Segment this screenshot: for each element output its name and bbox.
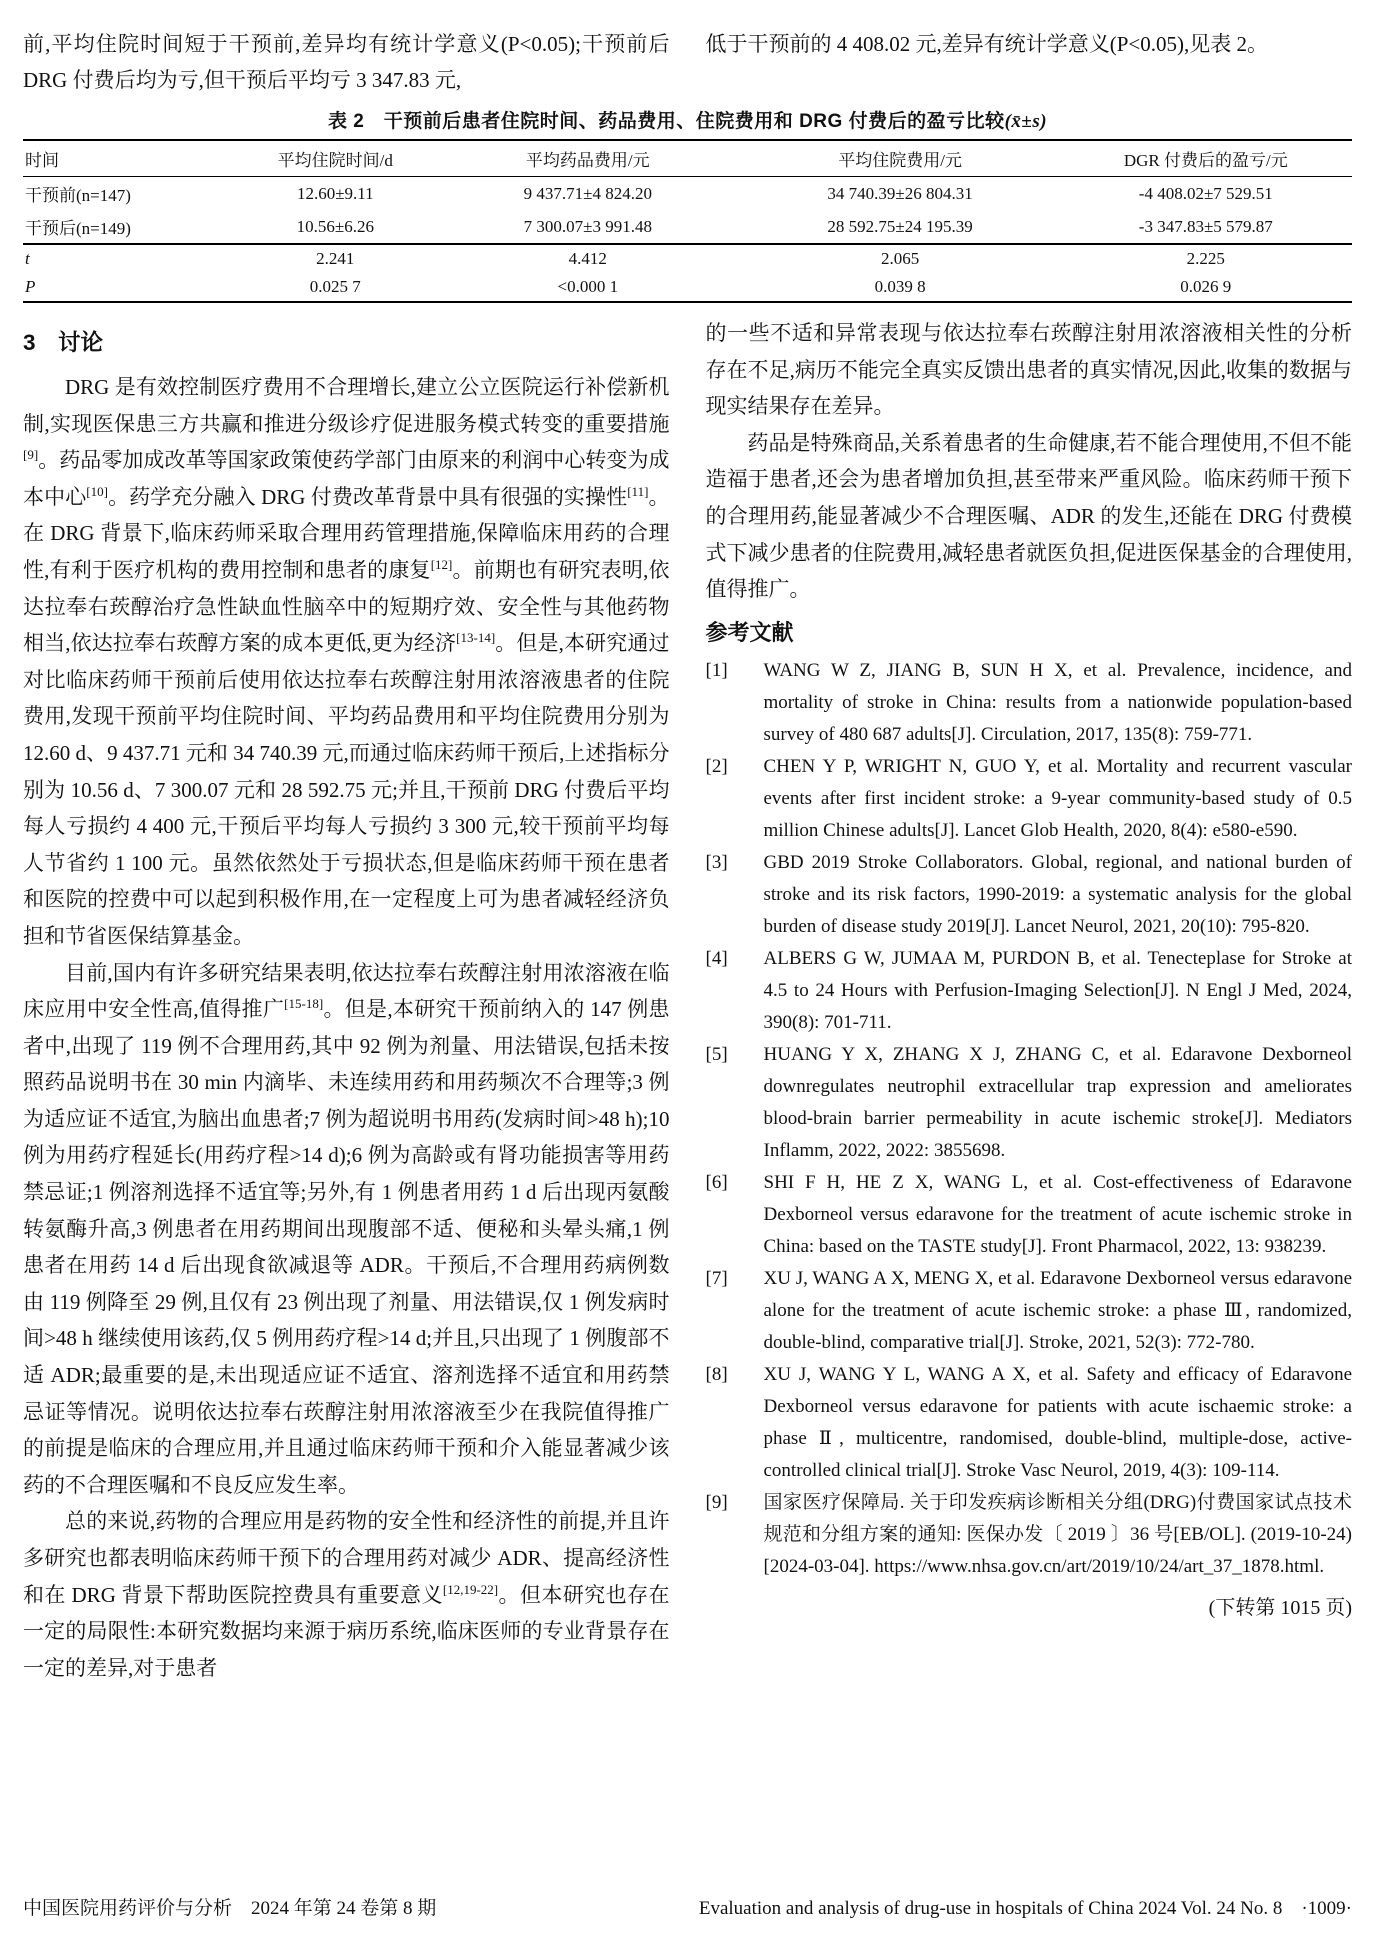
table2-body (23, 177, 1352, 303)
main-columns (23, 315, 1352, 1686)
reference-number: [1] (705, 659, 728, 681)
footer-journal-name-en: Evaluation and analysis of drug-use in hospitals of China 2024 Vol. 24 No. 8 ·1009· (698, 1898, 1352, 1919)
reference-text: XU J, WANG Y L, WANG A X, et al. Safety and efficacy of Edaravone Dexborneol versus edaravone for patients with acute ischaemic stroke: a phase Ⅱ, multicentre, randomised, double-blind, multiple-dose, active-controlled clinical trial[J]. Stroke Vasc Neurol, 2019, 4(3): 109-114. (763, 1363, 1352, 1481)
col-header-drg-balance: DGR 付费后的盈亏/元 (1060, 140, 1352, 177)
table-cell: 4.412 (435, 244, 741, 273)
reference-text: CHEN Y P, WRIGHT N, GUO Y, et al. Mortality and recurrent vascular events after first incident stroke: a 9-year community-based study of 0.5 million Chinese adults[J]. Lancet Glob Health, 2020, 8(4): e580-e590. (763, 755, 1352, 841)
body-paragraph: 的一些不适和异常表现与依达拉奉右莰醇注射用浓溶液相关性的分析存在不足,病历不能完全真实反馈出患者的真实情况,因此,收集的数据与现实结果存在差异。 (705, 321, 1352, 419)
reference-number: [5] (705, 1043, 728, 1065)
table-cell: t (23, 244, 236, 273)
reference-number: [4] (705, 947, 728, 969)
reference-item (706, 655, 1353, 751)
reference-number: [8] (705, 1363, 728, 1385)
table-cell: 0.039 8 (874, 277, 926, 296)
table-row (23, 210, 1352, 244)
table-row (23, 177, 1352, 211)
reference-item (706, 1359, 1353, 1487)
footer-journal-name-cn: 中国医院用药评价与分析 2024 年第 24 卷第 8 期 (23, 1898, 437, 1919)
discussion-left-paragraphs (23, 369, 670, 1686)
reference-item (706, 1263, 1353, 1359)
table-cell: 10.56±6.26 (296, 216, 374, 236)
col-header-avg-stay: 平均住院时间/d (236, 140, 435, 177)
table-cell: 2.225 (1060, 244, 1352, 273)
reference-number: [3] (705, 851, 728, 873)
intro-left-column: 前,平均住院时间短于干预前,差异均有统计学意义(P<0.05);干预前后 DRG 付费后均为亏,但干预后平均亏 3 347.83 元, (23, 32, 670, 92)
right-column (706, 315, 1353, 1686)
table2-title-suffix: (x̄±s) (1004, 111, 1048, 132)
table-cell: 干预后(n=149) (25, 219, 131, 238)
reference-text: HUANG Y X, ZHANG X J, ZHANG C, et al. Edaravone Dexborneol downregulates neutrophil extracellular trap expression and ameliorates blood-brain barrier permeability in acute ischemic stroke[J]. Mediators Inflamm, 2022, 2022: 3855698. (763, 1043, 1352, 1161)
reference-text: WANG W Z, JIANG B, SUN H X, et al. Prevalence, incidence, and mortality of stroke in China: results from a nationwide population-based survey of 480 687 adults[J]. Circulation, 2017, 135(8): 759-771. (763, 659, 1352, 745)
page-footer (23, 1893, 1352, 1920)
continuation-note: (下转第 1015 页) (1208, 1596, 1352, 1619)
table-row (23, 244, 1352, 273)
table-cell: 34 740.39±26 804.31 (827, 183, 973, 203)
col-header-avg-hosp-cost: 平均住院费用/元 (741, 140, 1060, 177)
reference-number: [7] (705, 1267, 728, 1289)
reference-text: SHI F H, HE Z X, WANG L, et al. Cost-effectiveness of Edaravone Dexborneol versus edaravone for the treatment of acute ischemic stroke in China: based on the TASTE study[J]. Front Pharmacol, 2022, 13: 938239. (763, 1171, 1352, 1257)
references-heading: 参考文献 (705, 619, 794, 645)
reference-item (706, 751, 1353, 847)
col-header-time: 时间 (23, 140, 236, 177)
table-cell: -4 408.02±7 529.51 (1138, 183, 1273, 203)
reference-number: [6] (705, 1171, 728, 1193)
body-paragraph: 总的来说,药物的合理应用是药物的安全性和经济性的前提,并且许多研究也都表明临床药师干预下的合理用药对减少 ADR、提高经济性和在 DRG 背景下帮助医院控费具有重要意义[12,19-22]。但本研究也存在一定的局限性:本研究数据均来源于病历系统,临床医师的专业背景存在一定的差异,对于患者 (23, 1509, 670, 1680)
reference-text: ALBERS G W, JUMAA M, PURDON B, et al. Tenecteplase for Stroke at 4.5 to 24 Hours with Perfusion-Imaging Selection[J]. N Engl J Med, 2024, 390(8): 701-711. (763, 947, 1352, 1033)
reference-item (706, 1167, 1353, 1263)
table-cell: 28 592.75±24 195.39 (827, 216, 973, 236)
table-cell: <0.000 1 (557, 277, 619, 296)
reference-item (706, 847, 1353, 943)
discussion-right-paragraphs (706, 315, 1353, 608)
reference-number: [9] (705, 1491, 728, 1513)
reference-text: XU J, WANG A X, MENG X, et al. Edaravone Dexborneol versus edaravone alone for the treatment of acute ischemic stroke: a phase Ⅲ, randomized, double-blind, comparative trial[J]. Stroke, 2021, 52(3): 772-780. (763, 1267, 1352, 1353)
reference-text: 国家医疗保障局. 关于印发疾病诊断相关分组(DRG)付费国家试点技术规范和分组方案的通知: 医保办发〔 2019 〕36 号[EB/OL]. (2019-10-24)[2024-03-04]. https://www.nhsa.gov.cn/art/2019/10/24/art_37_1878.html. (763, 1491, 1352, 1577)
discussion-heading: 3 讨论 (23, 330, 104, 355)
table2 (23, 139, 1352, 303)
references-list (706, 655, 1353, 1583)
body-paragraph: DRG 是有效控制医疗费用不合理增长,建立公立医院运行补偿新机制,实现医保患三方共赢和推进分级诊疗促进服务模式转变的重要措施[9]。药品零加成改革等国家政策使药学部门由原来的利润中心转变为成本中心[10]。药学充分融入 DRG 付费改革背景中具有很强的实操性[11]。在 DRG 背景下,临床药师采取合理用药管理措施,保障临床用药的合理性,有利于医疗机构的费用控制和患者的康复[12]。前期也有研究表明,依达拉奉右莰醇治疗急性缺血性脑卒中的短期疗效、安全性与其他药物相当,依达拉奉右莰醇方案的成本更低,更为经济[13-14]。但是,本研究通过对比临床药师干预前后使用依达拉奉右莰醇注射用浓溶液患者的住院费用,发现干预前平均住院时间、平均药品费用和平均住院费用分别为 12.60 d、9 437.71 元和 34 740.39 元,而通过临床药师干预后,上述指标分别为 10.56 d、7 300.07 元和 28 592.75 元;并且,干预前 DRG 付费后平均每人亏损约 4 400 元,干预后平均每人亏损约 3 300 元,较干预前平均每人节省约 1 100 元。虽然依然处于亏损状态,但是临床药师干预在患者和医院的控费中可以起到积极作用,在一定程度上可为患者减轻经济负担和节省医保结算基金。 (23, 375, 670, 948)
intro-right-column: 低于干预前的 4 408.02 元,差异有统计学意义(P<0.05),见表 2。 (705, 32, 1269, 56)
intro-row (23, 26, 1352, 98)
reference-item (706, 1487, 1353, 1583)
table-cell: 12.60±9.11 (296, 183, 374, 203)
table-row (23, 273, 1352, 302)
reference-text: GBD 2019 Stroke Collaborators. Global, regional, and national burden of stroke and its risk factors, 1990-2019: a systematic analysis for the global burden of disease study 2019[J]. Lancet Neurol, 2021, 20(10): 795-820. (763, 851, 1352, 937)
body-paragraph: 药品是特殊商品,关系着患者的生命健康,若不能合理使用,不但不能造福于患者,还会为患者增加负担,甚至带来严重风险。临床药师干预下的合理用药,能显著减少不合理医嘱、ADR 的发生,还能在 DRG 付费模式下减少患者的住院费用,减轻患者就医负担,促进医保基金的合理使用,值得推广。 (705, 430, 1352, 602)
reference-item (706, 943, 1353, 1039)
reference-item (706, 1039, 1353, 1167)
table-cell: 9 437.71±4 824.20 (523, 183, 652, 203)
table-cell: 0.025 7 (309, 277, 361, 296)
table-cell: 干预前(n=147) (25, 186, 131, 205)
reference-number: [2] (705, 755, 728, 777)
table-cell: 2.065 (741, 244, 1060, 273)
table-cell: 2.241 (236, 244, 435, 273)
table2-block (23, 106, 1352, 303)
left-column (23, 315, 670, 1686)
col-header-avg-drug-cost: 平均药品费用/元 (435, 140, 741, 177)
table-cell: 0.026 9 (1180, 277, 1232, 296)
table-cell: 7 300.07±3 991.48 (523, 216, 652, 236)
table-cell: P (25, 277, 36, 296)
body-paragraph: 目前,国内有许多研究结果表明,依达拉奉右莰醇注射用浓溶液在临床应用中安全性高,值得推广[15-18]。但是,本研究干预前纳入的 147 例患者中,出现了 119 例不合理用药,其中 92 例为剂量、用法错误,包括未按照药品说明书在 30 min 内滴毕、未连续用药和用药频次不合理等;3 例为适应证不适宜,为脑出血患者;7 例为超说明书用药(发病时间>48 h);10 例为用药疗程延长(用药疗程>14 d);6 例为高龄或有肾功能损害等用药禁忌证;1 例溶剂选择不适宜等;另外,有 1 例患者用药 1 d 后出现丙氨酸转氨酶升高,3 例患者在用药期间出现腹部不适、便秘和头晕头痛,1 例患者在用药 14 d 后出现食欲减退等 ADR。干预后,不合理用药病例数由 119 例降至 29 例,且仅有 23 例出现了剂量、用法错误,仅 1 例发病时间>48 h 继续使用该药,仅 5 例用药疗程>14 d;并且,只出现了 1 例腹部不适 ADR;最重要的是,未出现适应证不适宜、溶剂选择不适宜和用药禁忌证等情况。说明依达拉奉右莰醇注射用浓溶液至少在我院值得推广的前提是临床的合理应用,并且通过临床药师干预和介入能显著减少该药的不合理医嘱和不良反应发生率。 (23, 960, 670, 1497)
table2-header (23, 140, 1352, 177)
table2-title-main: 表 2 干预前后患者住院时间、药品费用、住院费用和 DRG 付费后的盈亏比较 (327, 111, 1005, 132)
table-cell: -3 347.83±5 579.87 (1138, 216, 1273, 236)
table2-title (23, 106, 1352, 133)
